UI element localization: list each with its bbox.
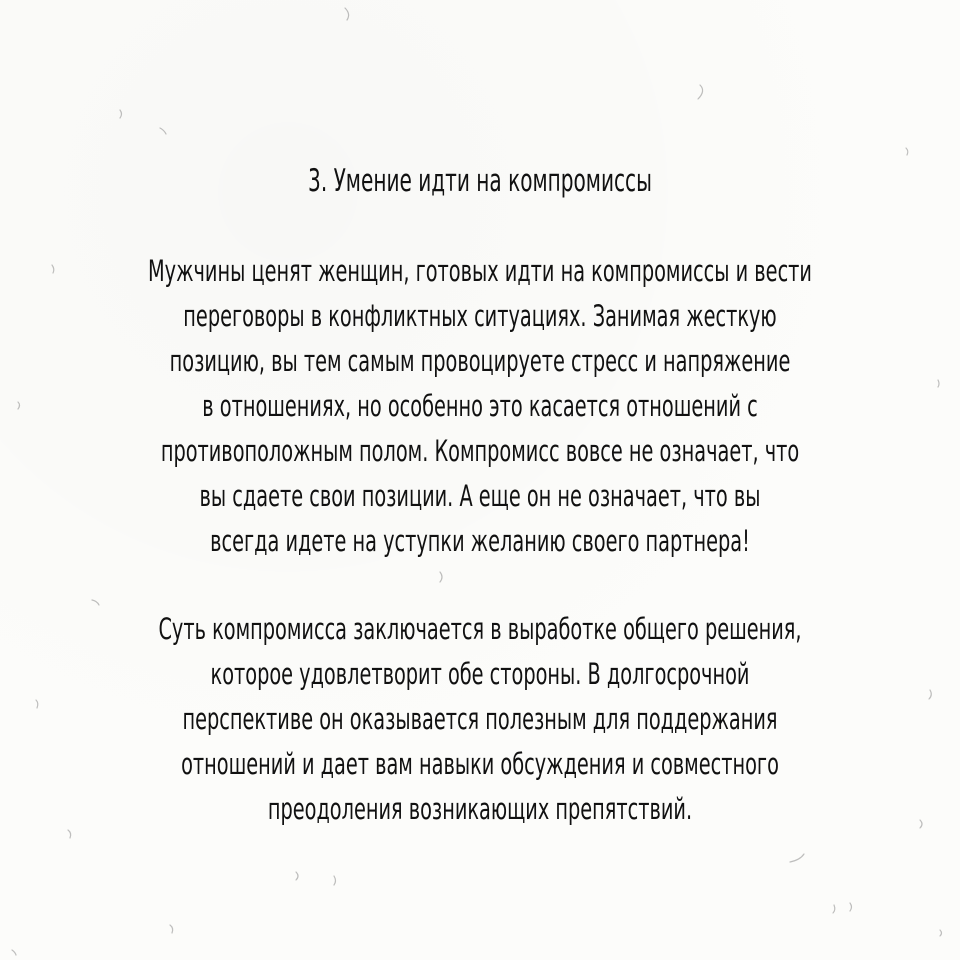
- paragraph-line: которое удовлетворит обе стороны. В долгосрочной: [210, 657, 750, 691]
- paragraph-line: вы сдаете свои позиции. А еще он не означает, что вы: [199, 479, 761, 513]
- paragraph-line: Суть компромисса заключается в выработке общего решения,: [158, 612, 802, 646]
- paragraph-line: всегда идете на уступки желанию своего партнера!: [210, 524, 750, 558]
- section-heading: 3. Умение идти на компромиссы: [308, 163, 652, 199]
- paragraph-line: отношений и дает вам навыки обсуждения и совместного: [181, 747, 779, 781]
- paragraph-line: преодоления возникающих препятствий.: [267, 792, 693, 826]
- paragraph-line: переговоры в конфликтных ситуациях. Занимая жесткую: [183, 299, 777, 333]
- paragraph-line: перспективе он оказывается полезным для поддержания: [182, 702, 778, 736]
- paragraph-line: в отношениях, но особенно это касается отношений с: [202, 389, 758, 423]
- paragraph-1: [125, 249, 835, 564]
- paragraph-line: позицию, вы тем самым провоцируете стресс и напряжение: [169, 344, 791, 378]
- paragraph-2: [125, 607, 835, 832]
- paragraph-line: Мужчины ценят женщин, готовых идти на компромиссы и вести: [148, 254, 812, 288]
- paragraph-line: противоположным полом. Компромисс вовсе не означает, что: [160, 434, 800, 468]
